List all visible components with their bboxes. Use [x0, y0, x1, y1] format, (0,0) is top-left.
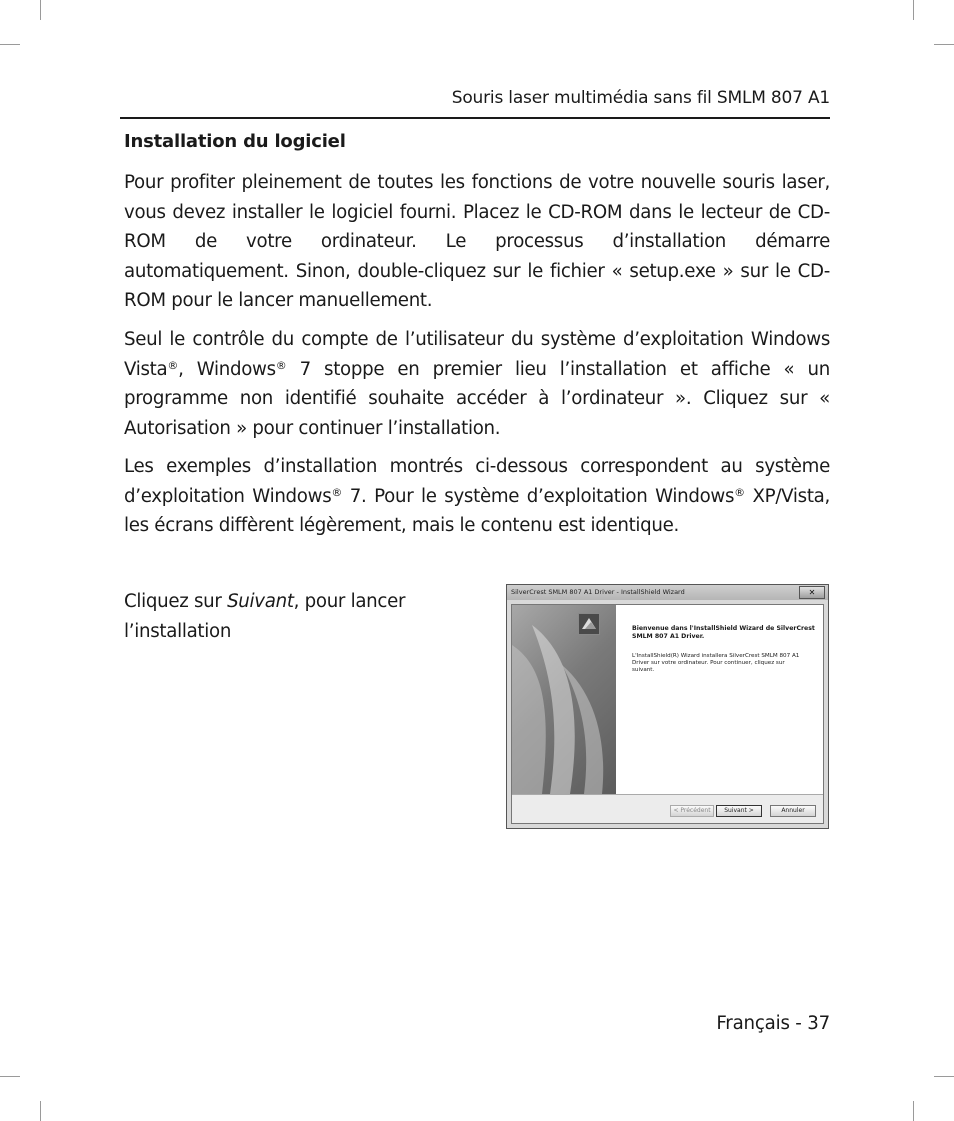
text-span: 7. Pour le système d’exploitation Windows — [342, 485, 735, 507]
text-span: XP/Vista, les écrans diffèrent légèrement, mais le contenu est identique. — [124, 485, 830, 536]
welcome-title: Bienvenue dans l'InstallShield Wizard de SilverCrest SMLM 807 A1 Driver. — [632, 625, 815, 640]
wizard-banner-image — [512, 605, 616, 794]
text-span: Les exemples d’installation montrés ci-dessous correspondent au système d’exploitation Windows — [124, 456, 830, 507]
crop-mark — [934, 1076, 954, 1077]
next-button[interactable]: Suivant > — [716, 805, 762, 817]
text-span: Seul le contrôle du compte de l’utilisateur du système d’exploitation Windows Vista — [124, 329, 830, 380]
dialog-button-bar — [512, 794, 823, 823]
banner-swoosh-graphic — [512, 605, 616, 794]
paragraph-intro: Pour profiter pleinement de toutes les fonctions de votre nouvelle souris laser, vous devez installer le logiciel fourni. Placez le CD-ROM dans le lecteur de CD-ROM de votre ordinateur. Le processus d’installation démarre automatiquement. Sinon, double-cliquez sur le fichier « setup.exe » sur le CD-ROM pour le lancer manuellement. — [124, 172, 830, 311]
cancel-button[interactable]: Annuler — [770, 805, 816, 817]
previous-button[interactable]: < Précédent — [670, 805, 714, 817]
step-caption — [124, 587, 444, 646]
page-footer: Français - 37 — [716, 1013, 830, 1034]
crop-mark — [40, 1101, 41, 1121]
text-span: Cliquez sur — [124, 591, 228, 612]
caption-emphasis: Suivant — [227, 591, 294, 612]
paragraph-examples — [124, 452, 830, 541]
paragraph-uac — [124, 325, 830, 443]
crop-mark — [40, 0, 41, 20]
welcome-body: L'InstallShield(R) Wizard installera SilverCrest SMLM 807 A1 Driver sur votre ordinateur. Pour continuer, cliquez sur suivant. — [632, 653, 800, 673]
section-title: Installation du logiciel — [124, 131, 346, 152]
registered-mark: ® — [275, 358, 287, 372]
installer-logo-icon — [578, 613, 600, 635]
header-rule — [120, 117, 830, 119]
text-span: 7 stoppe en premier lieu l’installation et affiche « un programme non identifié souhaite accéder à l’ordinateur ». Cliquez sur « Autorisation » pour continuer l’installation. — [124, 358, 830, 439]
crop-mark — [0, 44, 20, 45]
registered-mark: ® — [331, 485, 343, 499]
close-button[interactable]: ✕ — [799, 586, 825, 599]
dialog-titlebar — [507, 585, 828, 600]
running-header: Souris laser multimédia sans fil SMLM 807 A1 — [451, 88, 830, 108]
text-span: , pour lancer l’installation — [124, 591, 406, 642]
crop-mark — [913, 1101, 914, 1121]
installshield-dialog — [506, 584, 829, 829]
registered-mark: ® — [734, 485, 745, 499]
crop-mark — [0, 1076, 20, 1077]
text-span: , Windows — [178, 358, 276, 380]
dialog-client — [511, 604, 824, 824]
crop-mark — [934, 44, 954, 45]
registered-mark: ® — [167, 358, 179, 372]
crop-mark — [913, 0, 914, 20]
dialog-title: SilverCrest SMLM 807 A1 Driver - InstallShield Wizard — [511, 588, 685, 596]
